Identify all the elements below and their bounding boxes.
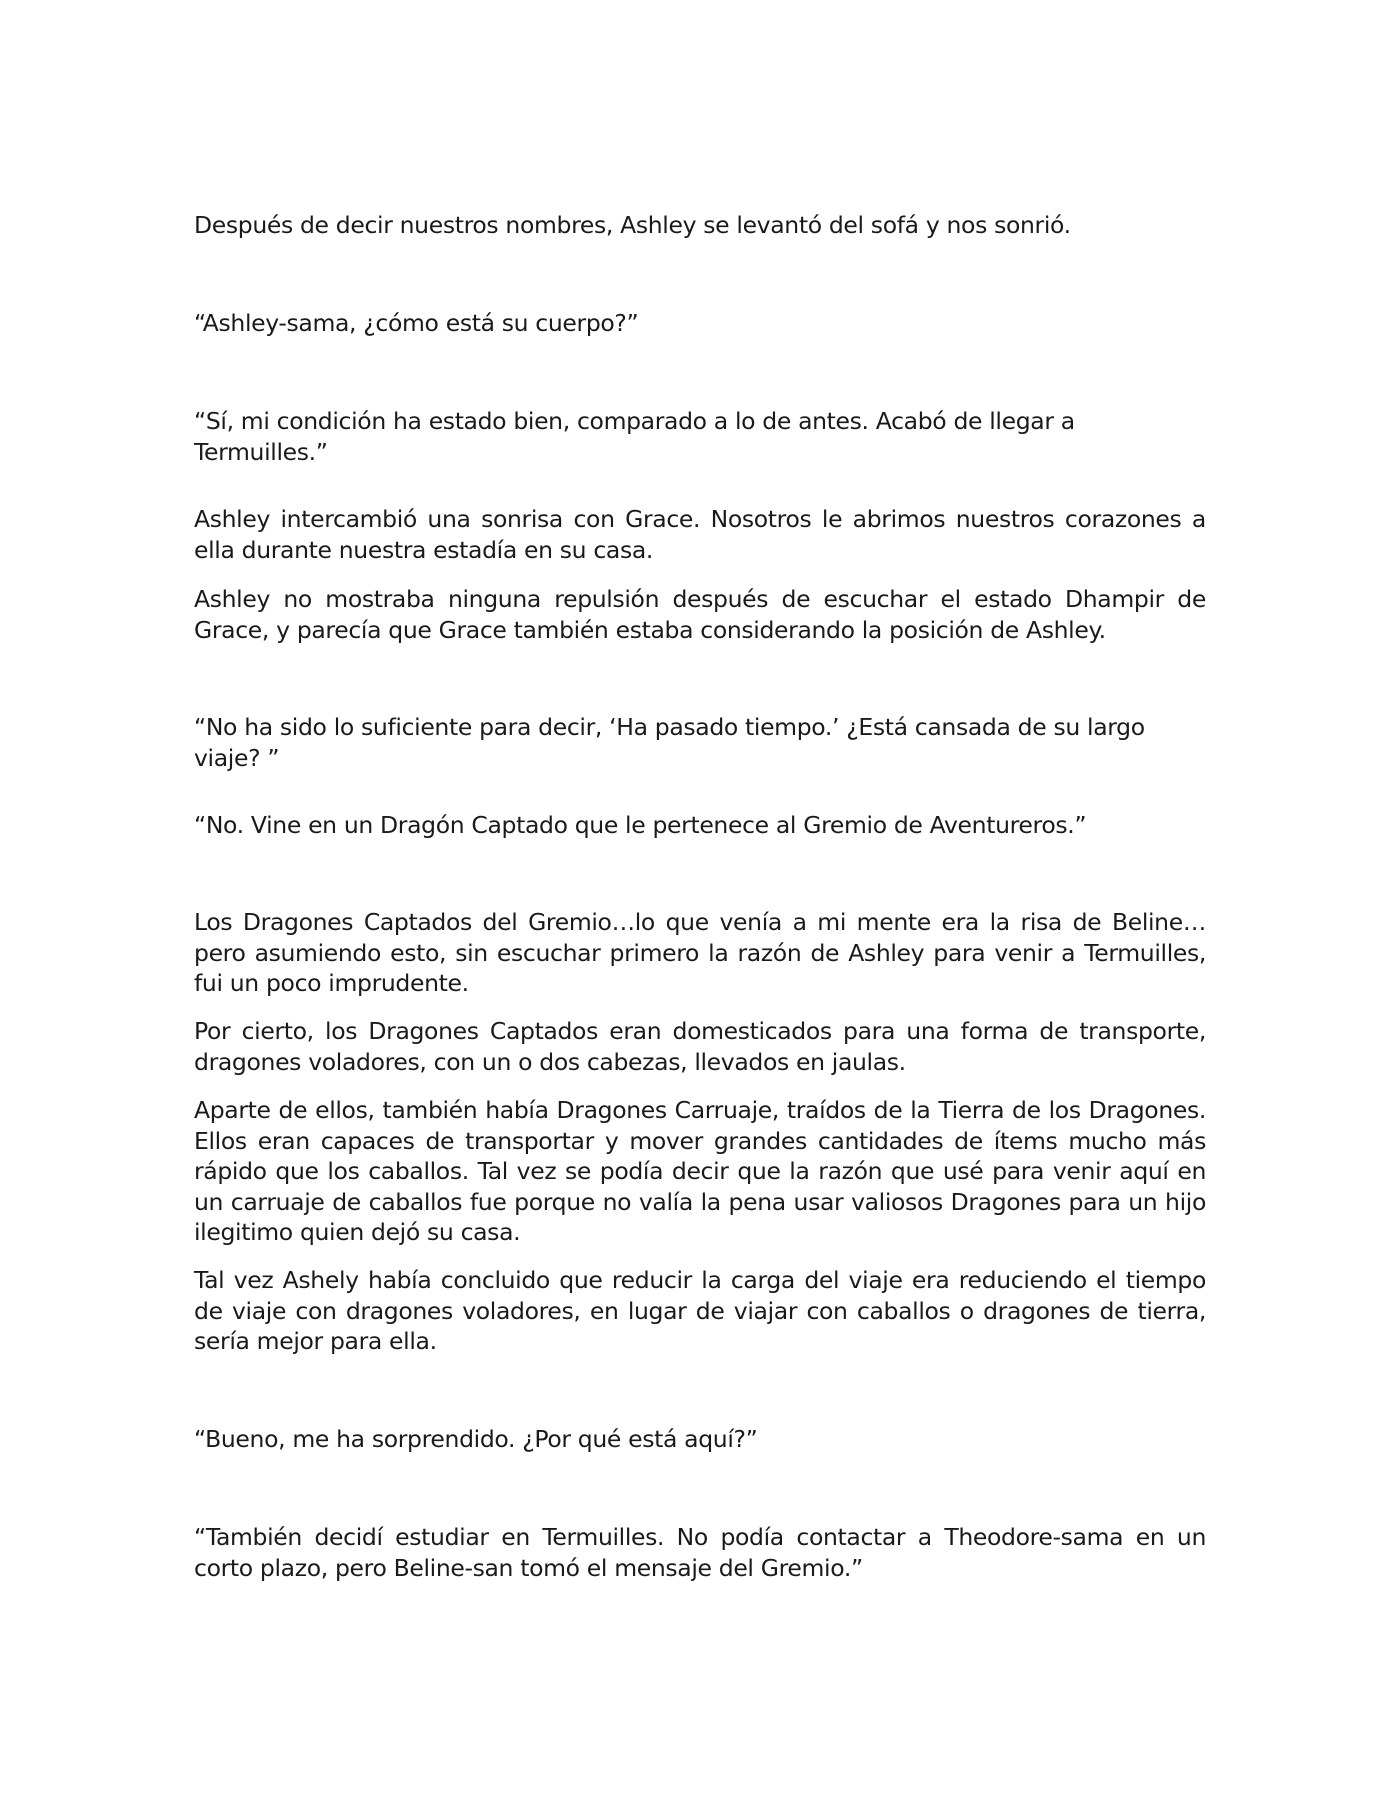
dialogue-paragraph: “Bueno, me ha sorprendido. ¿Por qué está aquí?” [194, 1425, 758, 1453]
dialogue-paragraph: “Ashley-sama, ¿cómo está su cuerpo?” [194, 309, 639, 337]
dialogue-paragraph: “No. Vine en un Dragón Captado que le pertenece al Gremio de Aventureros.” [194, 811, 1087, 839]
narration-paragraph: Por cierto, los Dragones Captados eran domesticados para una forma de transporte, dragones voladores, con un o dos cabezas, llevados en jaulas. [194, 1017, 1206, 1076]
dialogue-paragraph: “No ha sido lo suficiente para decir, ‘Ha pasado tiempo.’ ¿Está cansada de su largo viaje? ” [194, 713, 1145, 772]
narration-paragraph: Aparte de ellos, también había Dragones Carruaje, traídos de la Tierra de los Dragones. Ellos eran capaces de transportar y mover grandes cantidades de ítems mucho más rápido que los caballos. Tal vez se podía decir que la razón que usé para venir aquí en un carruaje de caballos fue porque no valía la pena usar valiosos Dragones para un hijo ilegitimo quien dejó su casa. [194, 1096, 1206, 1246]
narration-paragraph: Ashley intercambió una sonrisa con Grace. Nosotros le abrimos nuestros corazones a ella durante nuestra estadía en su casa. [194, 505, 1206, 564]
narration-paragraph: Los Dragones Captados del Gremio…lo que venía a mi mente era la risa de Beline…pero asumiendo esto, sin escuchar primero la razón de Ashley para venir a Termuilles, fui un poco imprudente. [194, 908, 1206, 997]
dialogue-paragraph: “Sí, mi condición ha estado bien, comparado a lo de antes. Acabó de llegar a Termuilles.” [194, 407, 1075, 466]
narration-paragraph: Ashley no mostraba ninguna repulsión después de escuchar el estado Dhampir de Grace, y parecía que Grace también estaba considerando la posición de Ashley. [194, 585, 1206, 644]
narration-paragraph: Tal vez Ashely había concluido que reducir la carga del viaje era reduciendo el tiempo de viaje con dragones voladores, en lugar de viajar con caballos o dragones de tierra, sería mejor para ella. [194, 1266, 1206, 1355]
narration-paragraph: Después de decir nuestros nombres, Ashley se levantó del sofá y nos sonrió. [194, 211, 1071, 239]
dialogue-paragraph: “También decidí estudiar en Termuilles. No podía contactar a Theodore-sama en un corto plazo, pero Beline-san tomó el mensaje del Gremio.” [194, 1523, 1206, 1582]
